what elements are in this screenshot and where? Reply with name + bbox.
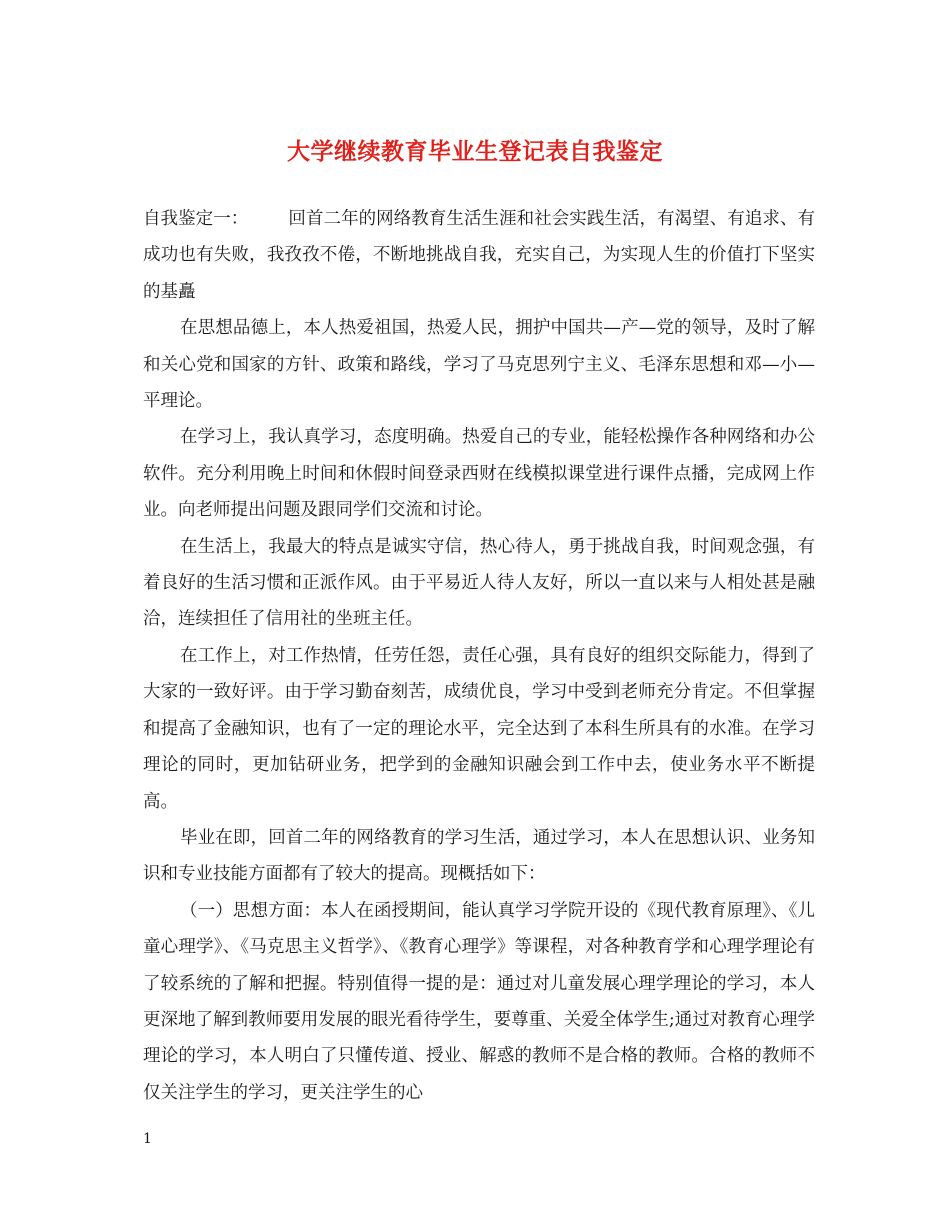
paragraph-graduation-summary: 毕业在即，回首二年的网络教育的学习生活，通过学习，本人在思想认识、业务知识和专业技能方面都有了较大的提高。现概括如下：	[143, 827, 815, 885]
paragraph-text: 回首二年的网络教育生活生涯和社会实践生活，有渴望、有追求、有成功也有失败，我孜孜不倦，不断地挑战自我，充实自己，为实现人生的价值打下坚实的基矗	[143, 209, 816, 302]
paragraph-work: 在工作上，对工作热情，任劳任怨，责任心强，具有良好的组织交际能力，得到了大家的一致好评。由于学习勤奋刻苦，成绩优良，学习中受到老师充分肯定。不但掌握和提高了金融知识，也有了一定的理论水平，完全达到了本科生所具有的水准。在学习理论的同时，更加钻研业务，把学到的金融知识融会到工作中去，使业务水平不断提高。	[143, 645, 815, 812]
paragraph-ideology-aspect: （一）思想方面：本人在函授期间，能认真学习学院开设的《现代教育原理》、《儿童心理学》、《马克思主义哲学》、《教育心理学》等课程，对各种教育学和心理学理论有了较系统的了解和把握。特别值得一提的是：通过对儿童发展心理学理论的学习，本人更深地了解到教师要用发展的眼光看待学生，要尊重、关爱全体学生;通过对教育心理学理论的学习，本人明白了只懂传道、授业、解惑的教师不是合格的教师。合格的教师不仅关注学生的学习，更关注学生的心	[143, 900, 815, 1103]
document-body	[143, 201, 815, 1111]
paragraph-ideology: 在思想品德上，本人热爱祖国，热爱人民，拥护中国共—产—党的领导，及时了解和关心党和国家的方针、政策和路线，学习了马克思列宁主义、毛泽东思想和邓—小—平理论。	[143, 318, 815, 412]
section-label: 自我鉴定一：	[143, 209, 249, 229]
paragraph-study: 在学习上，我认真学习，态度明确。热爱自己的专业，能轻松操作各种网络和办公软件。充分利用晚上时间和休假时间登录西财在线模拟课堂进行课件点播，完成网上作业。向老师提出问题及跟同学们交流和讨论。	[143, 427, 815, 521]
document-title: 大学继续教育毕业生登记表自我鉴定	[287, 138, 663, 165]
paragraph-self-assessment-intro	[143, 201, 815, 310]
page-number: 1	[143, 1131, 152, 1147]
paragraph-life: 在生活上，我最大的特点是诚实守信，热心待人，勇于挑战自我，时间观念强，有着良好的生活习惯和正派作风。由于平易近人待人友好，所以一直以来与人相处甚是融洽，连续担任了信用社的坐班主任。	[143, 536, 815, 630]
